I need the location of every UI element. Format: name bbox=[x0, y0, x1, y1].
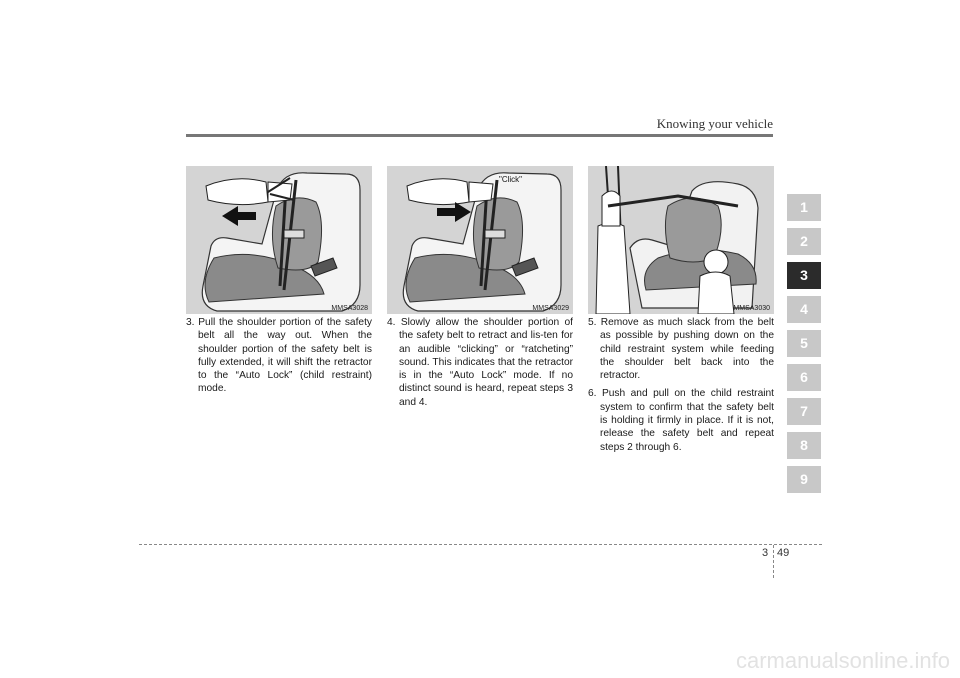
step-6: 6. Push and pull on the child restraint system to confirm that the safety belt is holding it firmly in place. If it is not, release the safety belt and repeat steps 2 through 6. bbox=[588, 388, 774, 453]
chapter-tab-4[interactable]: 4 bbox=[787, 296, 821, 323]
step-3: 3. Pull the shoulder portion of the safety belt all the way out. When the shoulder portion of the safety belt is fully extended, it will shift the retractor to the “Auto Lock” (child restraint) mode. bbox=[186, 317, 372, 395]
text-column-2 bbox=[387, 316, 573, 414]
text-column-1 bbox=[186, 316, 372, 401]
click-callout: "Click" bbox=[499, 175, 523, 184]
figure-retract-belt bbox=[387, 166, 573, 314]
chapter-tabs bbox=[787, 194, 821, 500]
figure-push-down bbox=[588, 166, 774, 314]
child-seat-retract-belt-illustration bbox=[387, 166, 573, 314]
figure-code: MMSA3029 bbox=[532, 305, 569, 312]
chapter-tab-5[interactable]: 5 bbox=[787, 330, 821, 357]
watermark: carmanualsonline.info bbox=[735, 648, 950, 673]
page-number: 49 bbox=[777, 547, 790, 559]
figure-code: MMSA3028 bbox=[331, 305, 368, 312]
chapter-tab-9[interactable]: 9 bbox=[787, 466, 821, 493]
footer-divider bbox=[139, 544, 822, 545]
header-divider bbox=[186, 134, 773, 137]
chapter-tab-8[interactable]: 8 bbox=[787, 432, 821, 459]
section-title: Knowing your vehicle bbox=[656, 116, 773, 131]
text-column-3 bbox=[588, 316, 774, 459]
step-5: 5. Remove as much slack from the belt as possible by pushing down on the child restraint system while feeding the shoulder belt back into the retractor. bbox=[588, 317, 774, 382]
chapter-tab-1[interactable]: 1 bbox=[787, 194, 821, 221]
footer-chapter: 3 bbox=[762, 547, 769, 559]
chapter-tab-7[interactable]: 7 bbox=[787, 398, 821, 425]
step-4: 4. Slowly allow the shoulder portion of the safety belt to retract and lis-ten for an audible “clicking” or “ratcheting” sound. This indicates that the retractor is in the “Auto Lock” mode. If no distinct sound is heard, repeat steps 3 and 4. bbox=[387, 317, 573, 408]
child-seat-pull-belt-illustration bbox=[186, 166, 372, 314]
child-seat-push-down-illustration bbox=[588, 166, 774, 314]
chapter-tab-6[interactable]: 6 bbox=[787, 364, 821, 391]
chapter-tab-2[interactable]: 2 bbox=[787, 228, 821, 255]
figure-code: MMSA3030 bbox=[733, 305, 770, 312]
figure-pull-belt bbox=[186, 166, 372, 314]
chapter-tab-3[interactable]: 3 bbox=[787, 262, 821, 289]
page-number-separator bbox=[773, 545, 774, 578]
